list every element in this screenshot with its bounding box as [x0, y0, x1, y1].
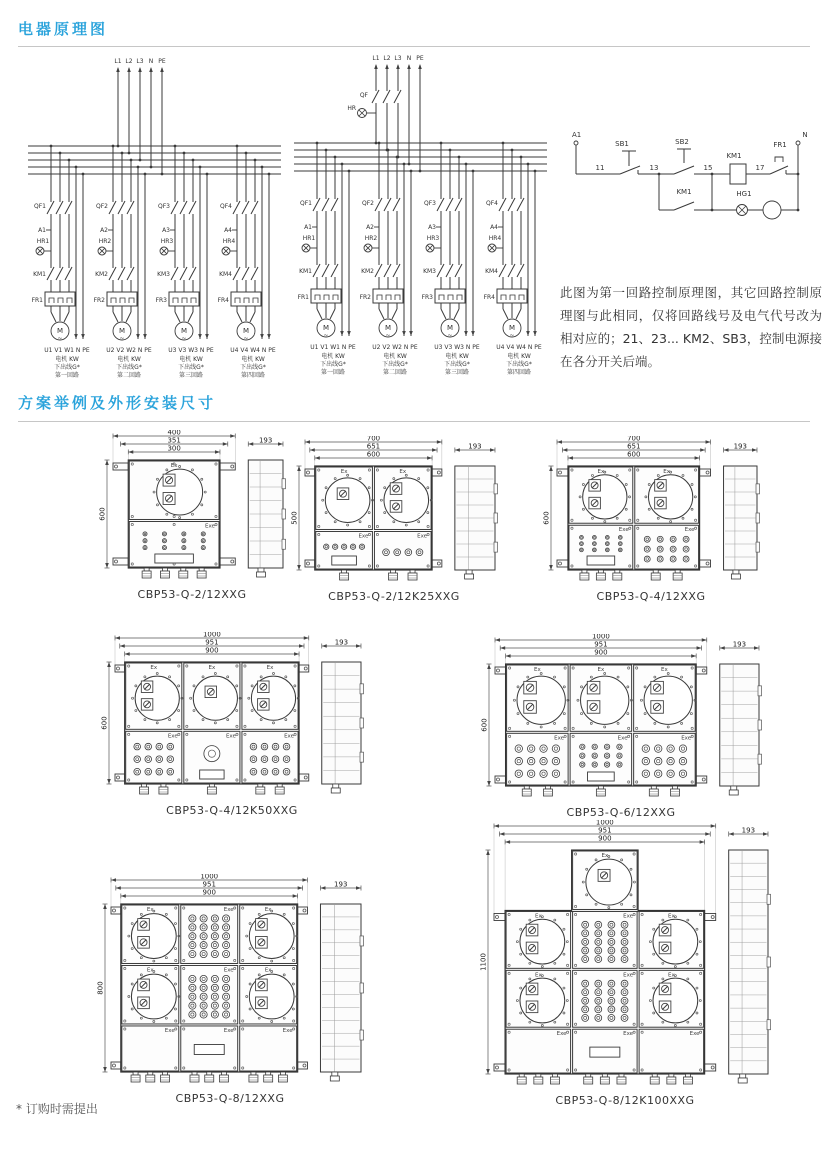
svg-text:~: ~: [181, 335, 187, 342]
svg-text:FR3: FR3: [421, 294, 433, 301]
svg-text:Exe: Exe: [223, 1027, 234, 1034]
svg-text:193: 193: [468, 442, 482, 451]
svg-text:HR3: HR3: [426, 235, 440, 242]
svg-text:~: ~: [323, 332, 329, 339]
svg-text:QF1: QF1: [34, 203, 46, 210]
svg-text:Ex: Ex: [597, 667, 605, 673]
branch-1: [32, 145, 90, 379]
svg-text:U1 V1 W1 N PE: U1 V1 W1 N PE: [44, 347, 90, 354]
svg-text:HR: HR: [347, 105, 356, 112]
svg-text:Exe: Exe: [623, 913, 634, 920]
svg-text:A1: A1: [38, 227, 46, 234]
svg-text:KM3: KM3: [423, 268, 436, 275]
svg-text:Exe: Exe: [617, 735, 628, 742]
drawing-4-views: [98, 632, 366, 798]
model-caption-5: CBP53-Q-6/12XXG: [566, 806, 676, 819]
svg-text:951: 951: [202, 880, 216, 889]
branch-2: [360, 142, 418, 376]
power-schematic-without-main-breaker: [22, 54, 287, 392]
svg-text:M: M: [322, 324, 330, 332]
svg-text:Ex: Ex: [150, 665, 158, 671]
svg-text:N: N: [148, 58, 154, 65]
svg-text:Exe: Exe: [623, 1031, 634, 1038]
svg-text:FR2: FR2: [93, 297, 105, 304]
drawing-root: [543, 436, 760, 580]
svg-text:FR1: FR1: [297, 294, 309, 301]
svg-text:~: ~: [57, 335, 63, 342]
svg-text:电机 KW: 电机 KW: [241, 356, 265, 363]
svg-text:193: 193: [733, 442, 747, 451]
svg-text:193: 193: [741, 826, 756, 835]
svg-text:A2: A2: [366, 224, 374, 231]
svg-text:FR3: FR3: [155, 297, 167, 304]
svg-text:Exe: Exe: [164, 1027, 175, 1034]
svg-text:Exe: Exe: [223, 967, 234, 974]
svg-text:L2: L2: [383, 55, 391, 62]
svg-text:600: 600: [366, 450, 381, 459]
svg-text:U2 V2 W2 N PE: U2 V2 W2 N PE: [106, 347, 152, 354]
svg-text:电机 KW: 电机 KW: [179, 356, 203, 363]
model-caption-2: CBP53-Q-2/12K25XXG: [328, 590, 460, 603]
svg-text:N: N: [802, 131, 808, 139]
svg-text:Exe: Exe: [284, 733, 295, 740]
model-caption-1: CBP53-Q-2/12XXG: [137, 588, 247, 601]
svg-text:KM1: KM1: [33, 271, 46, 278]
control-circuit-schematic: [562, 126, 818, 258]
svg-text:KM2: KM2: [95, 271, 108, 278]
svg-text:951: 951: [598, 826, 612, 835]
svg-text:Exe: Exe: [282, 1027, 293, 1034]
power-schematic-with-main-breaker: [288, 51, 556, 392]
svg-text:1000: 1000: [202, 632, 221, 639]
svg-text:~: ~: [119, 335, 125, 342]
svg-text:U3 V3 W3 N PE: U3 V3 W3 N PE: [168, 347, 214, 354]
branch-2: [94, 145, 152, 379]
svg-text:700: 700: [366, 436, 381, 443]
model-caption-6: CBP53-Q-8/12XXG: [175, 1092, 285, 1105]
svg-text:下出线G*: 下出线G*: [178, 364, 204, 371]
svg-text:电机 KW: 电机 KW: [117, 356, 141, 363]
svg-text:第四回路: 第四回路: [506, 369, 532, 376]
dimension-drawing-6: [94, 874, 366, 1105]
svg-text:HR1: HR1: [36, 238, 50, 245]
svg-text:HG1: HG1: [736, 190, 752, 198]
dimension-drawing-5: [478, 634, 764, 819]
svg-text:U3 V3 W3 N PE: U3 V3 W3 N PE: [434, 344, 480, 351]
svg-text:Ex: Ex: [534, 972, 542, 979]
svg-text:M: M: [384, 324, 392, 332]
schematic-root: [294, 55, 547, 376]
svg-text:U2 V2 W2 N PE: U2 V2 W2 N PE: [372, 344, 418, 351]
svg-text:Ex: Ex: [340, 469, 348, 475]
svg-text:U4 V4 W4 N PE: U4 V4 W4 N PE: [496, 344, 542, 351]
svg-text:KM1: KM1: [676, 188, 692, 196]
svg-text:1000: 1000: [595, 820, 614, 827]
model-caption-4: CBP53-Q-4/12K50XXG: [166, 804, 298, 817]
svg-text:KM1: KM1: [299, 268, 312, 275]
svg-text:600: 600: [480, 718, 489, 732]
svg-text:L1: L1: [372, 55, 380, 62]
svg-text:A1: A1: [304, 224, 312, 231]
svg-text:Ex: Ex: [146, 967, 154, 974]
svg-text:900: 900: [598, 834, 612, 843]
svg-text:M: M: [180, 327, 188, 335]
svg-text:FR4: FR4: [483, 294, 495, 301]
svg-text:KM1: KM1: [726, 152, 742, 160]
svg-text:11: 11: [595, 164, 605, 172]
drawing-5-views: [478, 634, 764, 800]
dimension-drawing-7: [477, 820, 773, 1107]
svg-text:600: 600: [627, 450, 641, 459]
svg-text:Ex: Ex: [667, 913, 675, 920]
svg-text:下出线G*: 下出线G*: [444, 361, 470, 368]
svg-text:下出线G*: 下出线G*: [382, 361, 408, 368]
svg-text:KM2: KM2: [361, 268, 374, 275]
svg-text:Ex: Ex: [266, 665, 274, 671]
order-footnote: * 订购时需提出: [16, 1102, 98, 1116]
control-root: [572, 131, 808, 219]
svg-text:FR1: FR1: [773, 141, 787, 149]
branch-4: [484, 142, 542, 376]
svg-text:600: 600: [100, 716, 109, 730]
svg-text:500: 500: [290, 511, 299, 525]
svg-text:HR2: HR2: [98, 238, 112, 245]
dimension-drawing-2: [288, 436, 500, 603]
svg-text:Exe: Exe: [167, 733, 178, 740]
svg-text:Ex: Ex: [661, 667, 668, 673]
svg-text:A4: A4: [490, 224, 498, 231]
dimension-drawing-4: [98, 632, 366, 817]
svg-text:M: M: [118, 327, 126, 335]
svg-text:L2: L2: [125, 58, 133, 65]
svg-text:第一回路: 第一回路: [320, 369, 346, 376]
svg-text:下出线G*: 下出线G*: [54, 364, 80, 371]
svg-text:1100: 1100: [479, 953, 488, 971]
svg-text:Exe: Exe: [689, 1031, 700, 1038]
svg-text:A3: A3: [162, 227, 170, 234]
svg-text:300: 300: [167, 444, 181, 453]
svg-text:Exe: Exe: [223, 907, 234, 913]
branch-4: [218, 145, 276, 379]
svg-text:Exe: Exe: [684, 527, 695, 534]
svg-text:Ex: Ex: [264, 907, 272, 913]
section1-divider: [18, 46, 810, 47]
svg-text:15: 15: [703, 164, 713, 172]
branch-3: [156, 145, 214, 379]
svg-text:951: 951: [594, 640, 608, 649]
model-caption-3: CBP53-Q-4/12XXG: [596, 590, 706, 603]
svg-text:Ex: Ex: [663, 469, 671, 475]
svg-text:QF4: QF4: [486, 200, 498, 207]
svg-text:193: 193: [334, 880, 348, 889]
branch-1: [298, 142, 356, 376]
svg-text:Exe: Exe: [623, 972, 634, 979]
svg-text:HR3: HR3: [160, 238, 174, 245]
drawing-2-views: [288, 436, 500, 584]
svg-text:QF3: QF3: [424, 200, 436, 207]
dimension-drawing-3: [540, 436, 762, 603]
svg-text:下出线G*: 下出线G*: [320, 361, 346, 368]
svg-text:第四回路: 第四回路: [240, 372, 266, 379]
svg-text:Ex: Ex: [264, 967, 272, 974]
svg-text:900: 900: [205, 646, 219, 655]
svg-text:L1: L1: [114, 58, 122, 65]
drawing-root: [480, 820, 771, 1084]
svg-text:U1 V1 W1 N PE: U1 V1 W1 N PE: [310, 344, 356, 351]
svg-text:HR4: HR4: [488, 235, 502, 242]
svg-text:~: ~: [447, 332, 453, 339]
svg-text:A3: A3: [428, 224, 436, 231]
svg-text:~: ~: [243, 335, 249, 342]
svg-text:L3: L3: [394, 55, 402, 62]
svg-text:600: 600: [98, 507, 107, 521]
svg-text:~: ~: [385, 332, 391, 339]
svg-text:FR1: FR1: [31, 297, 43, 304]
svg-text:第一回路: 第一回路: [54, 372, 80, 379]
svg-text:QF4: QF4: [220, 203, 232, 210]
svg-text:PE: PE: [158, 58, 166, 65]
svg-text:M: M: [56, 327, 64, 335]
svg-text:QF2: QF2: [96, 203, 108, 210]
svg-text:A2: A2: [100, 227, 108, 234]
svg-text:SB2: SB2: [675, 138, 689, 146]
svg-text:HR4: HR4: [222, 238, 236, 245]
svg-text:1000: 1000: [591, 634, 610, 641]
svg-text:Ex: Ex: [146, 907, 154, 913]
svg-text:Exe: Exe: [681, 735, 692, 742]
svg-text:Exe: Exe: [556, 1031, 567, 1038]
drawing-root: [101, 632, 364, 794]
svg-text:L3: L3: [136, 58, 144, 65]
svg-text:FR4: FR4: [217, 297, 229, 304]
svg-text:FR2: FR2: [359, 294, 371, 301]
svg-text:900: 900: [594, 648, 608, 657]
drawing-root: [99, 430, 286, 578]
drawing-3-views: [540, 436, 762, 584]
svg-text:Exe: Exe: [618, 527, 629, 534]
svg-text:Ex: Ex: [667, 972, 675, 979]
svg-text:下出线G*: 下出线G*: [116, 364, 142, 371]
svg-text:PE: PE: [416, 55, 424, 62]
svg-text:QF3: QF3: [158, 203, 170, 210]
svg-text:1000: 1000: [200, 874, 219, 881]
svg-text:第二回路: 第二回路: [116, 372, 142, 379]
svg-text:800: 800: [96, 981, 105, 995]
svg-text:SB1: SB1: [615, 140, 629, 148]
section2-title: 方案举例及外形安装尺寸: [18, 394, 217, 412]
model-caption-7: CBP53-Q-8/12K100XXG: [555, 1094, 695, 1107]
svg-text:700: 700: [627, 436, 641, 443]
svg-text:Ex: Ex: [533, 667, 541, 673]
svg-text:QF1: QF1: [300, 200, 312, 207]
svg-text:M: M: [446, 324, 454, 332]
svg-text:电机 KW: 电机 KW: [55, 356, 79, 363]
svg-text:M: M: [508, 324, 516, 332]
svg-text:HR2: HR2: [364, 235, 378, 242]
svg-text:电机 KW: 电机 KW: [321, 353, 345, 360]
svg-text:下出线G*: 下出线G*: [240, 364, 266, 371]
svg-text:Exe: Exe: [225, 733, 236, 740]
drawing-root: [481, 634, 762, 796]
branch-3: [422, 142, 480, 376]
svg-text:193: 193: [732, 640, 747, 649]
svg-text:Ex: Ex: [597, 469, 605, 475]
svg-text:U4 V4 W4 N PE: U4 V4 W4 N PE: [230, 347, 276, 354]
svg-text:Ex: Ex: [534, 913, 542, 920]
svg-text:400: 400: [167, 430, 181, 437]
svg-text:900: 900: [202, 888, 216, 897]
svg-text:351: 351: [167, 436, 181, 445]
svg-text:13: 13: [649, 164, 659, 172]
svg-text:A4: A4: [224, 227, 232, 234]
svg-text:M: M: [242, 327, 250, 335]
svg-text:第二回路: 第二回路: [382, 369, 408, 376]
svg-text:Ex: Ex: [208, 665, 216, 671]
svg-text:Ex: Ex: [170, 463, 178, 469]
drawing-root: [97, 874, 364, 1082]
svg-text:193: 193: [258, 436, 273, 445]
svg-text:第三回路: 第三回路: [444, 369, 470, 376]
svg-text:Exe: Exe: [554, 735, 565, 742]
svg-text:651: 651: [627, 442, 641, 451]
drawing-1-views: [96, 430, 288, 582]
svg-text:Exe: Exe: [417, 533, 428, 540]
control-circuit-note: 此图为第一回路控制原理图，其它回路控制原理图与此相同，仅将回路线号及电气代号改为相对应的；21、23... KM2、SB3，控制电源接在各分开关后端。: [560, 285, 822, 370]
svg-text:KM3: KM3: [157, 271, 170, 278]
svg-text:17: 17: [755, 164, 765, 172]
svg-text:600: 600: [542, 511, 551, 525]
section2-divider: [18, 421, 810, 422]
svg-text:电机 KW: 电机 KW: [383, 353, 407, 360]
svg-text:N: N: [406, 55, 412, 62]
svg-text:Ex: Ex: [399, 469, 407, 475]
svg-text:电机 KW: 电机 KW: [507, 353, 531, 360]
schematic-root: [28, 58, 281, 379]
svg-text:~: ~: [509, 332, 515, 339]
drawing-6-views: [94, 874, 366, 1086]
svg-text:Exe: Exe: [205, 523, 215, 530]
svg-text:651: 651: [366, 442, 381, 451]
drawing-7-views: [477, 820, 773, 1088]
svg-text:电机 KW: 电机 KW: [445, 353, 469, 360]
svg-text:QF: QF: [359, 92, 368, 99]
dimension-drawing-1: [96, 430, 288, 601]
svg-text:HR1: HR1: [302, 235, 316, 242]
svg-text:Exe: Exe: [358, 533, 369, 540]
svg-text:951: 951: [205, 638, 219, 647]
svg-text:193: 193: [334, 638, 349, 647]
svg-text:A1: A1: [572, 131, 582, 139]
drawing-root: [291, 436, 498, 580]
svg-text:下出线G*: 下出线G*: [506, 361, 532, 368]
svg-text:KM4: KM4: [485, 268, 498, 275]
svg-text:QF2: QF2: [362, 200, 374, 207]
section1-title: 电器原理图: [18, 20, 109, 38]
svg-text:Ex: Ex: [601, 853, 609, 859]
svg-text:KM4: KM4: [219, 271, 232, 278]
svg-text:第三回路: 第三回路: [178, 372, 204, 379]
